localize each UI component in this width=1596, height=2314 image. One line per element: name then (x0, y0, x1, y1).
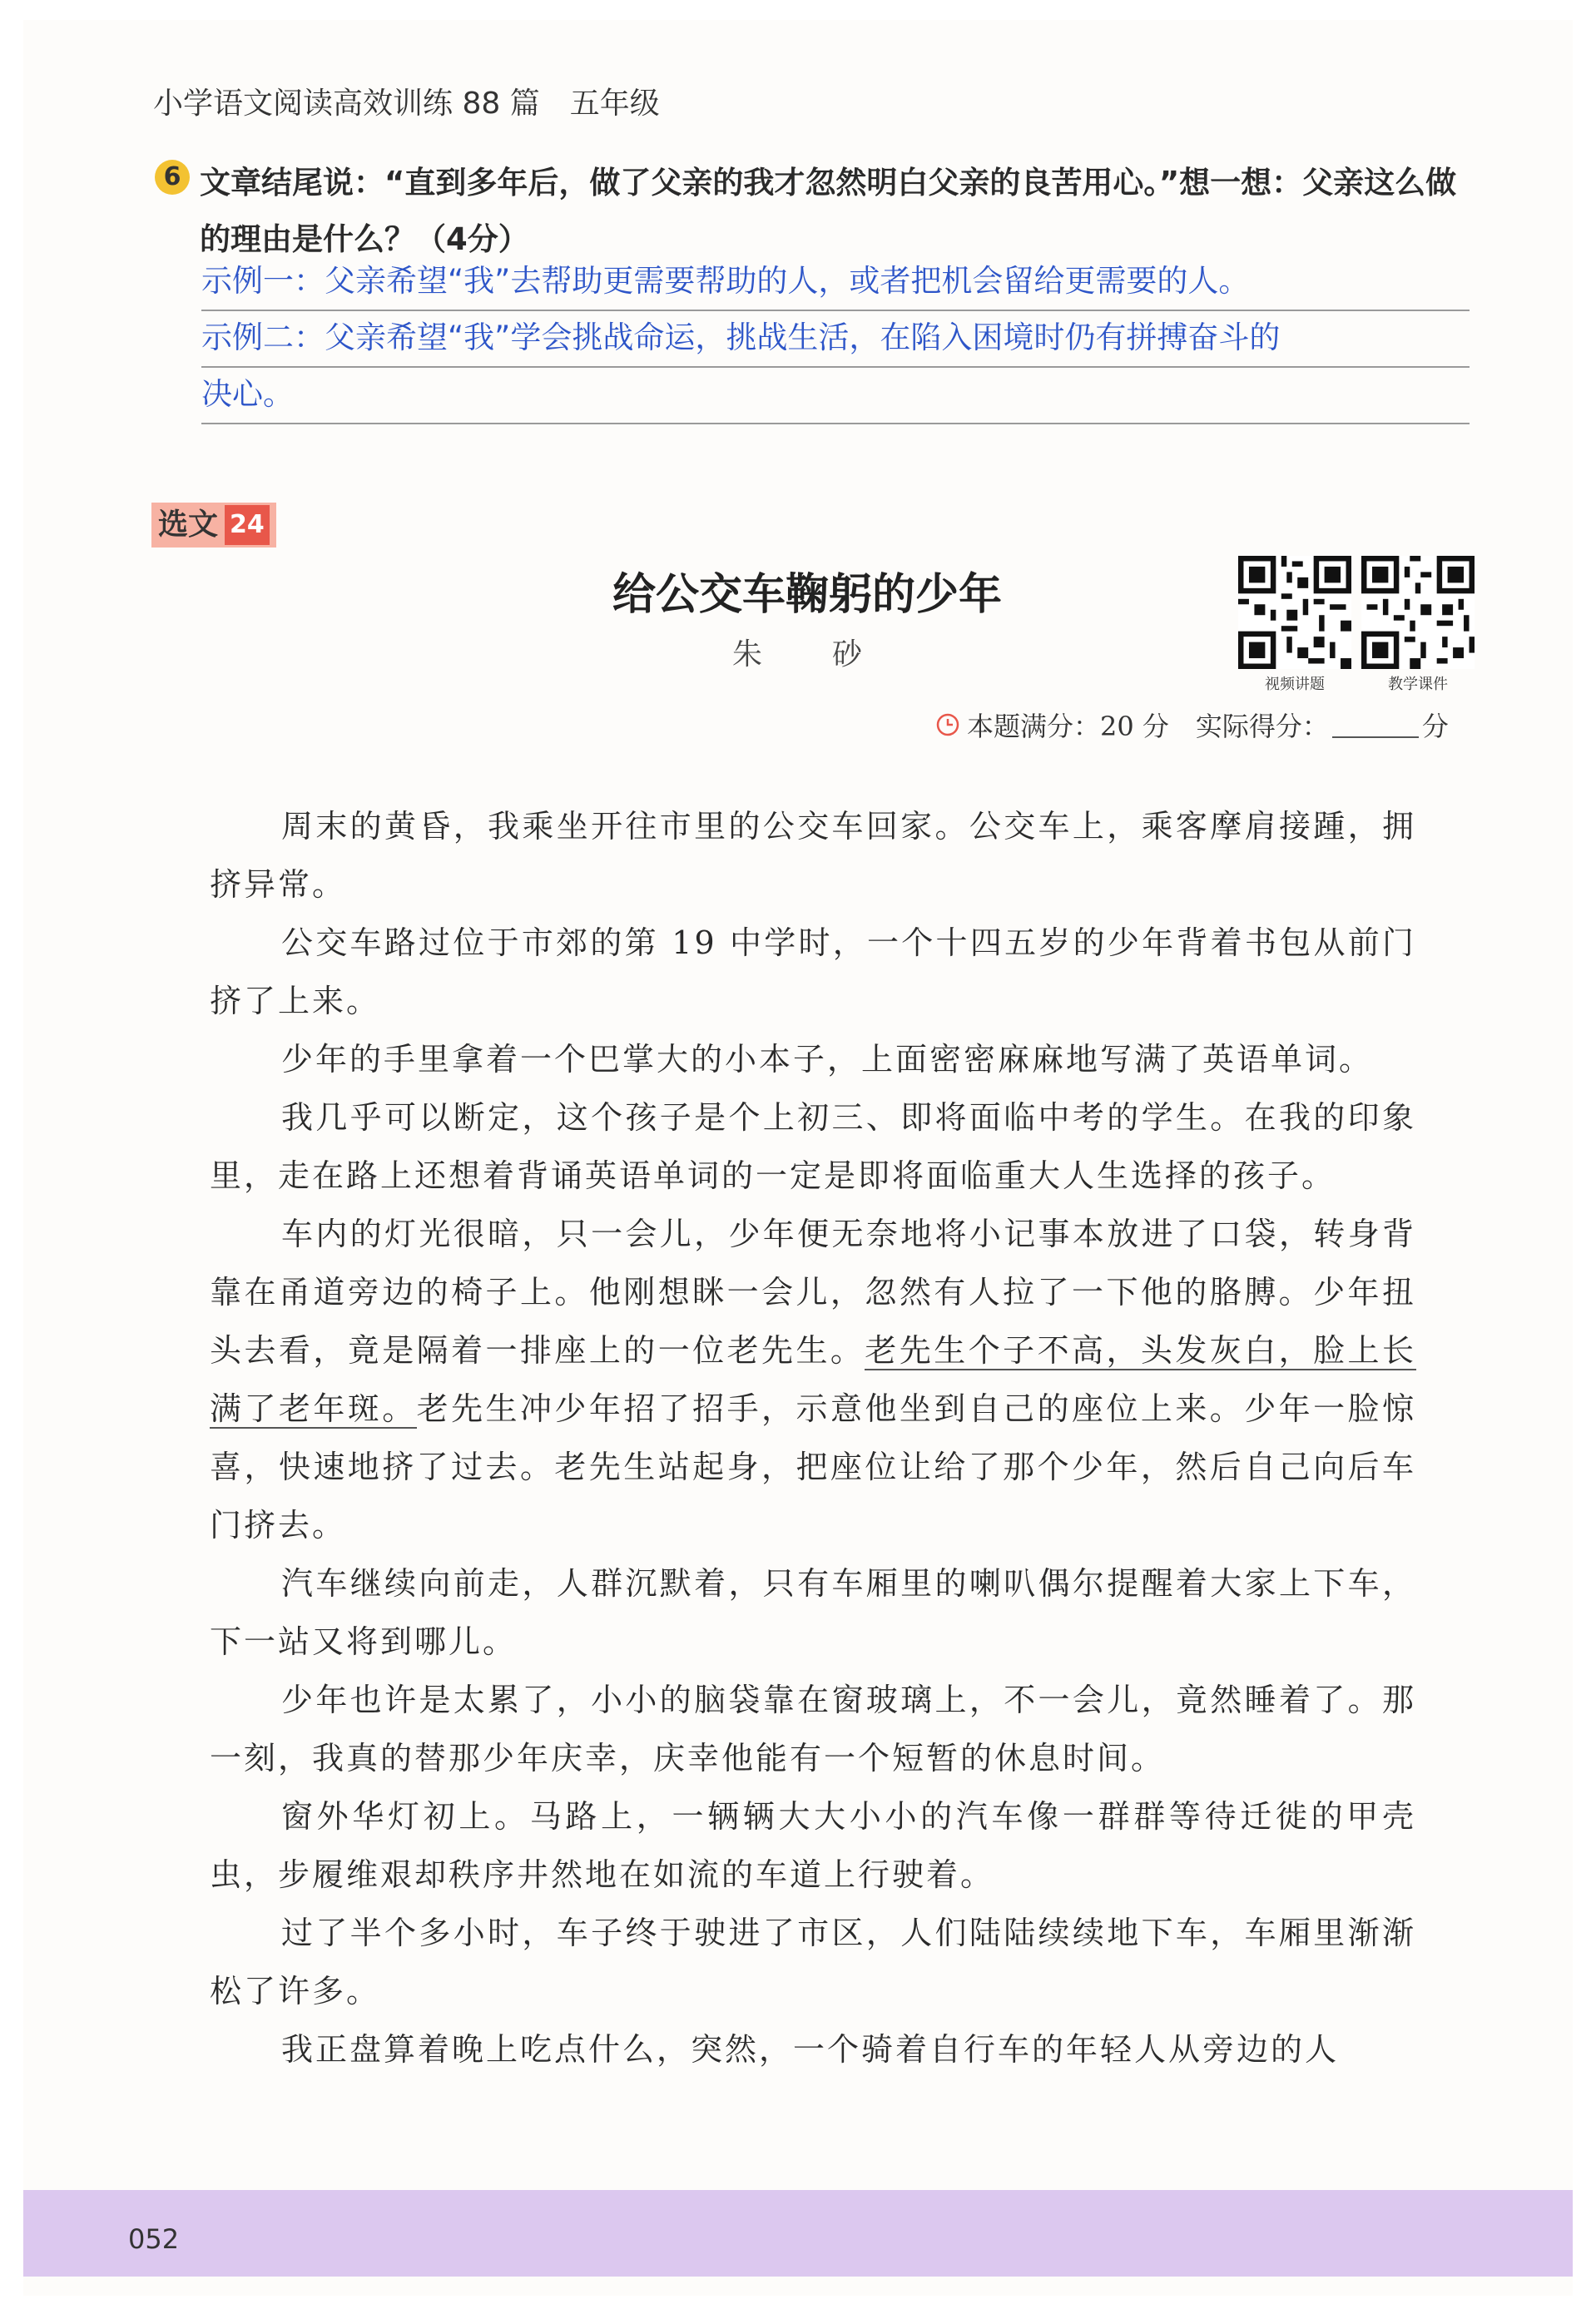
underlined-sentence: 老先生个子不高，头发灰白，脸上长满了老年斑。 (210, 1332, 1416, 1427)
paragraph: 少年也许是太累了，小小的脑袋靠在窗玻璃上，不一会儿，竟然睡着了。那一刻，我真的替那少年庆幸，庆幸他能有一个短暂的休息时间。 (210, 1682, 1416, 1776)
qr-code-courseware[interactable] (1361, 556, 1475, 694)
paragraph: 少年的手里拿着一个巴掌大的小本子，上面密密麻麻地写满了英语单词。 (281, 1041, 1374, 1078)
footer-band (23, 2190, 1573, 2277)
qr-code-icon (1361, 556, 1475, 669)
paragraph: 我几乎可以断定，这个孩子是个上初三、即将面临中考的学生。在我的印象里，走在路上还想着背诵英语单词的一定是即将面临重大人生选择的孩子。 (210, 1099, 1416, 1194)
clock-icon (935, 712, 960, 737)
paragraph: 窗外华灯初上。马路上，一辆辆大大小小的汽车像一群群等待迁徙的甲壳虫，步履维艰却秩序井然地在如流的车道上行驶着。 (210, 1798, 1416, 1893)
running-head: 小学语文阅读高效训练 88 篇 五年级 (153, 87, 660, 121)
question-number-badge: 6 (155, 160, 190, 195)
qr-label: 教学课件 (1388, 676, 1448, 693)
section-label: 选文 (158, 508, 219, 542)
section-number: 24 (225, 505, 270, 545)
answer-line: 示例一：父亲希望“我”去帮助更需要帮助的人，或者把机会留给更需要的人。 (201, 255, 1470, 311)
page-number: 052 (128, 2223, 180, 2255)
article-title: 给公交车鞠躬的少年 (612, 569, 1002, 620)
paragraph (210, 1205, 1416, 1554)
answer-area (201, 255, 1470, 424)
paragraph: 汽车继续向前走，人群沉默着，只有车厢里的喇叭偶尔提醒着大家上下车，下一站又将到哪儿。 (210, 1565, 1416, 1660)
qr-code-icon (1238, 556, 1351, 669)
question-text: 文章结尾说：“直到多年后，做了父亲的我才忽然明白父亲的良苦用心。”想一想：父亲这么做的理由是什么？（4分） (200, 165, 1457, 257)
paragraph: 周末的黄昏，我乘坐开往市里的公交车回家。公交车上，乘客摩肩接踵，拥挤异常。 (210, 808, 1416, 903)
score-label: 本题满分：20 分 实际得分： (967, 711, 1329, 742)
section-tag (151, 503, 276, 548)
paragraph-text: 车内的灯光很暗，只一会儿，少年便无奈地将小记事本放进了口袋，转身背靠在甬道旁边的椅子上。他刚想眯一会儿，忽然有人拉了一下他的胳膊。少年扭头去看，竟是隔着一排座上的一位老先生。 (210, 1216, 1416, 1369)
qr-code-video[interactable] (1238, 556, 1351, 694)
score-unit: 分 (1421, 711, 1449, 742)
paragraph: 公交车路过位于市郊的第 19 中学时，一个十四五岁的少年背着书包从前门挤了上来。 (210, 924, 1416, 1019)
answer-line: 决心。 (201, 368, 1470, 424)
answer-line: 示例二：父亲希望“我”学会挑战命运，挑战生活，在陷入困境时仍有拼搏奋斗的 (201, 311, 1470, 368)
article-author: 朱 砂 (731, 637, 882, 671)
paragraph: 我正盘算着晚上吃点什么，突然，一个骑着自行车的年轻人从旁边的人 (281, 2031, 1340, 2068)
score-line (935, 706, 1449, 744)
score-blank[interactable] (1332, 711, 1419, 738)
qr-label: 视频讲题 (1265, 676, 1325, 693)
paragraph: 过了半个多小时，车子终于驶进了市区，人们陆陆续续地下车，车厢里渐渐松了许多。 (210, 1915, 1416, 2009)
article-body (210, 797, 1416, 2079)
paragraph-text: 老先生冲少年招了招手，示意他坐到自己的座位上来。少年一脸惊喜，快速地挤了过去。老先生站起身，把座位让给了那个少年，然后自己向后车门挤去。 (210, 1390, 1416, 1543)
